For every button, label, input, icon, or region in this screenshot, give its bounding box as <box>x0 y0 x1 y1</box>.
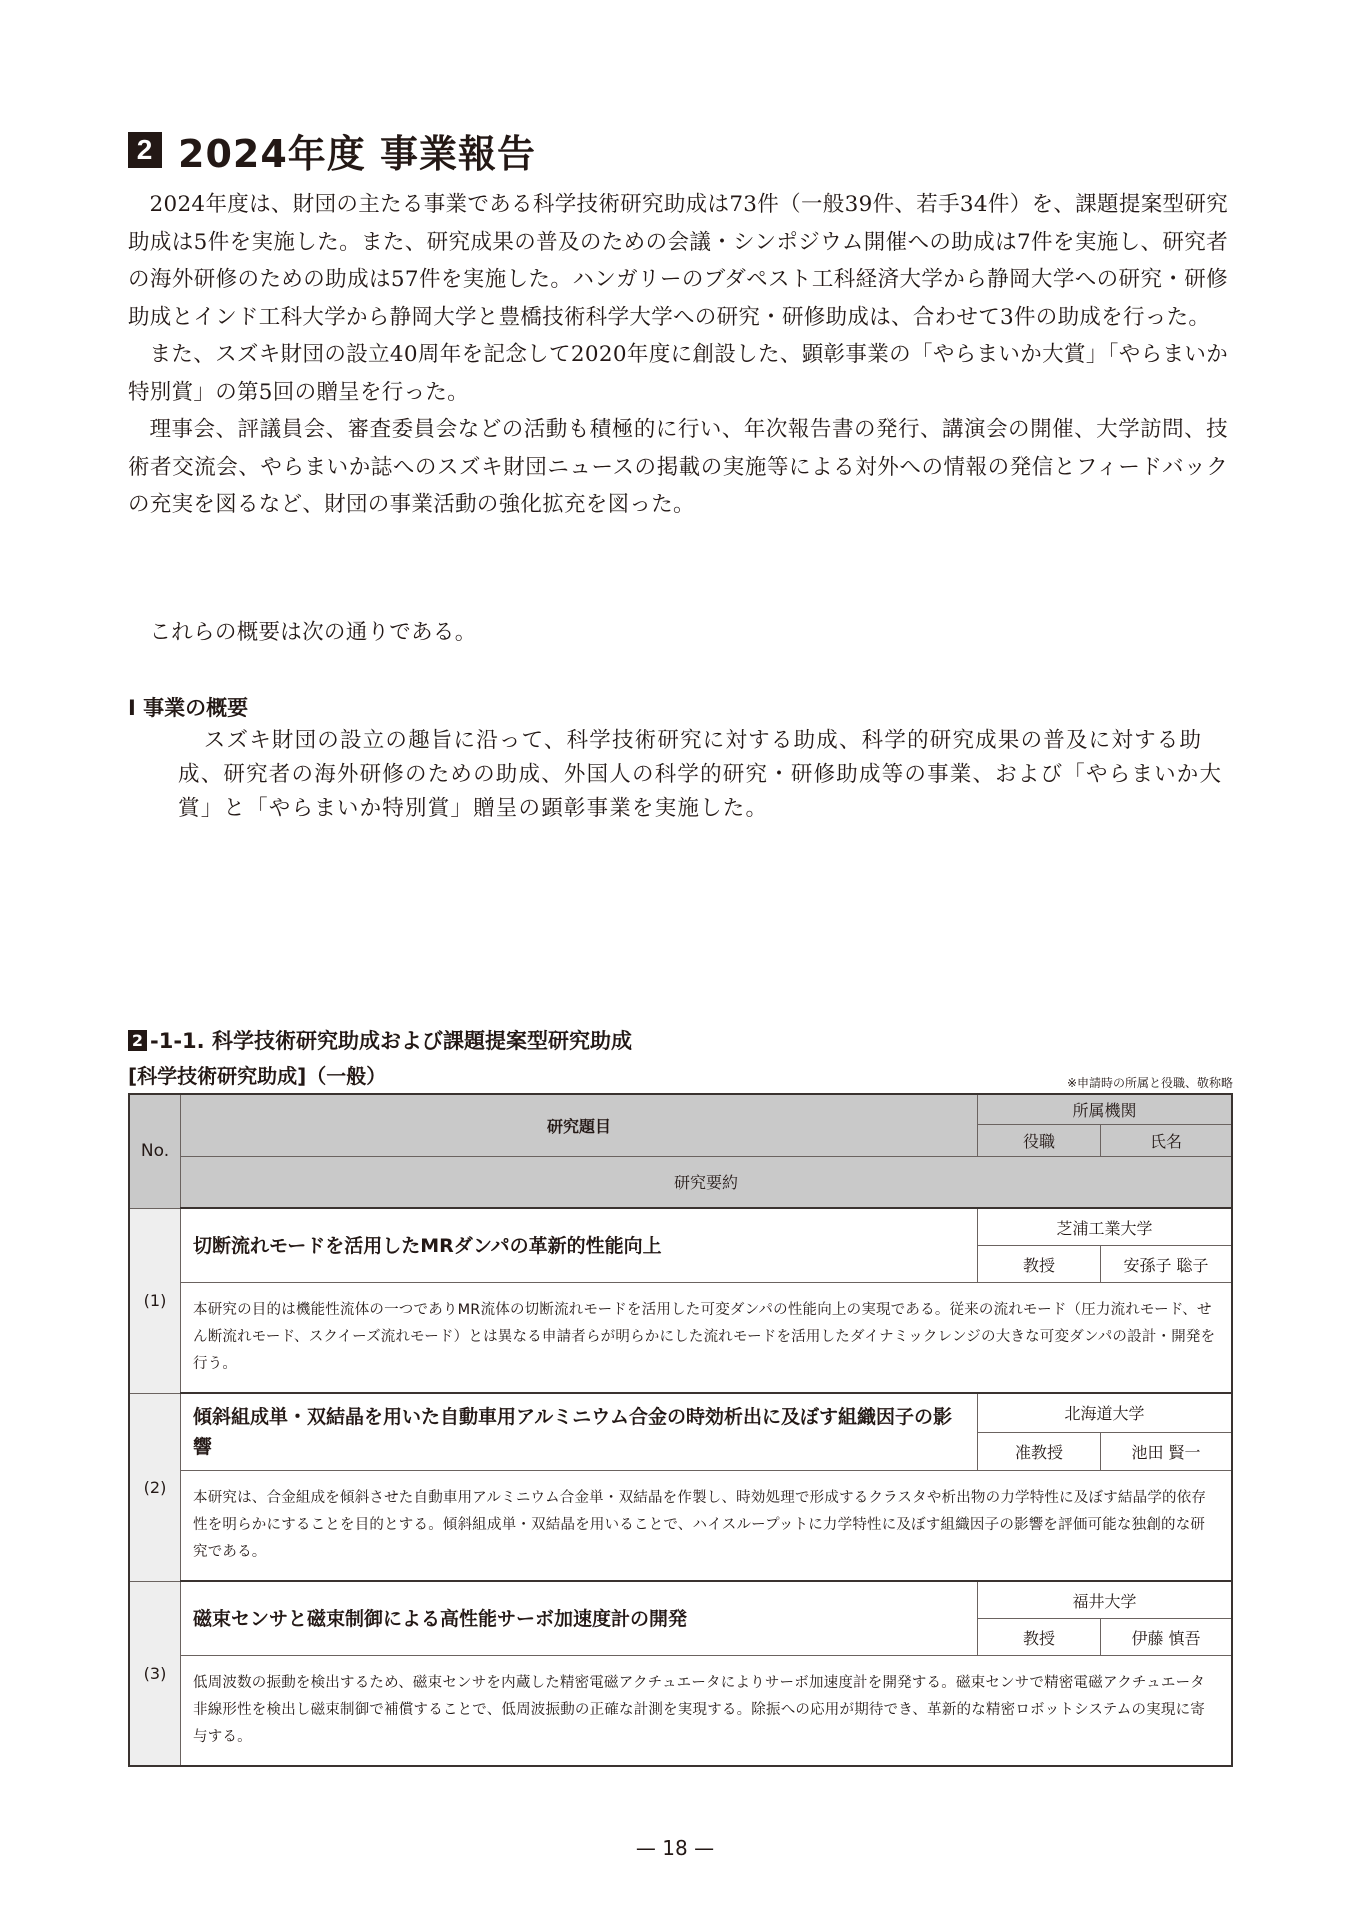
researcher-name: 伊藤 慎吾 <box>1101 1619 1233 1656</box>
table-note: ※申請時の所属と役職、敬称略 <box>1066 1076 1233 1090</box>
summary-line-block <box>128 614 1228 652</box>
intro-paragraph: 理事会、評議員会、審査委員会などの活動も積極的に行い、年次報告書の発行、講演会の開催、大学訪問、技術者交流会、やらまいか誌へのスズキ財団ニュースの掲載の実施等による対外への情報の発信とフィードバックの充実を図るなど、財団の事業活動の強化拡充を図った。 <box>128 417 1228 517</box>
table-header-row <box>129 1156 1232 1208</box>
table-row <box>129 1471 1232 1582</box>
table-row <box>129 1283 1232 1394</box>
header-position: 役職 <box>978 1124 1101 1156</box>
institution: 芝浦工業大学 <box>978 1208 1233 1246</box>
research-title: 傾斜組成単・双結晶を用いた自動車用アルミニウム合金の時効析出に及ぼす組織因子の影響 <box>181 1393 978 1471</box>
page-title: 2024年度 事業報告 <box>178 131 536 176</box>
researcher-name: 安孫子 聡子 <box>1101 1246 1233 1283</box>
table-row <box>129 1208 1232 1246</box>
position: 准教授 <box>978 1432 1101 1471</box>
position: 教授 <box>978 1619 1101 1656</box>
table-row <box>129 1656 1232 1767</box>
header-name: 氏名 <box>1101 1124 1233 1156</box>
institution: 福井大学 <box>978 1581 1233 1619</box>
researcher-name: 池田 賢一 <box>1101 1432 1233 1471</box>
row-number: (2) <box>129 1393 181 1581</box>
row-number: (1) <box>129 1208 181 1393</box>
intro-paragraph: 2024年度は、財団の主たる事業である科学技術研究助成は73件（一般39件、若手34件）を、課題提案型研究助成は5件を実施した。また、研究成果の普及のための会議・シンポジウム開催への助成は7件を実施し、研究者の海外研修のための助成は57件を実施した。ハンガリーのブダペスト工科経済大学から静岡大学への研究・研修助成とインド工科大学から静岡大学と豊橋技術科学大学への研究・研修助成は、合わせて3件の助成を行った。 <box>128 192 1228 330</box>
institution: 北海道大学 <box>978 1393 1233 1432</box>
research-summary: 本研究の目的は機能性流体の一つでありMR流体の切断流れモードを活用した可変ダンパの性能向上の実現である。従来の流れモード（圧力流れモード、せん断流れモード、スクイーズ流れモード）とは異なる申請者らが明らかにした流れモードを活用したダイナミックレンジの大きな可変ダンパの設計・開発を行う。 <box>181 1283 1233 1394</box>
summary-line: これらの概要は次の通りである。 <box>149 620 477 645</box>
row-number: (3) <box>129 1581 181 1766</box>
position: 教授 <box>978 1246 1101 1283</box>
section-heading <box>128 1025 632 1055</box>
research-title: 切断流れモードを活用したMRダンパの革新的性能向上 <box>181 1208 978 1283</box>
page-heading <box>128 126 536 174</box>
table-header-row <box>129 1094 1232 1124</box>
intro-paragraph: また、スズキ財団の設立40周年を記念して2020年度に創設した、顕彰事業の「やらまいか大賞」「やらまいか特別賞」の第5回の贈呈を行った。 <box>128 342 1228 405</box>
table-row <box>129 1393 1232 1432</box>
section-number-badge: 2 <box>128 132 162 168</box>
research-title: 磁束センサと磁束制御による高性能サーボ加速度計の開発 <box>181 1581 978 1656</box>
research-summary: 低周波数の振動を検出するため、磁束センサを内蔵した精密電磁アクチュエータによりサーボ加速度計を開発する。磁束センサで精密電磁アクチュエータ非線形性を検出し磁束制御で補償することで、低周波振動の正確な計測を実現する。除振への応用が期待でき、革新的な精密ロボットシステムの実現に寄与する。 <box>181 1656 1233 1767</box>
grants-table <box>128 1093 1233 1767</box>
table-row <box>129 1581 1232 1619</box>
research-summary: 本研究は、合金組成を傾斜させた自動車用アルミニウム合金単・双結晶を作製し、時効処理で形成するクラスタや析出物の力学特性に及ぼす結晶学的依存性を明らかにすることを目的とする。傾斜組成単・双結晶を用いることで、ハイスループットに力学特性に及ぼす組織因子の影響を評価可能な独創的な研究である。 <box>181 1471 1233 1582</box>
header-no: No. <box>129 1094 181 1208</box>
section-number-badge: 2 <box>128 1030 147 1051</box>
overview-text: スズキ財団の設立の趣旨に沿って、科学技術研究に対する助成、科学的研究成果の普及に対する助成、研究者の海外研修のための助成、外国人の科学的研究・研修助成等の事業、および「やらまいか大賞」と「やらまいか特別賞」贈呈の顕彰事業を実施した。 <box>178 728 1223 821</box>
header-title: 研究題目 <box>181 1094 978 1156</box>
header-summary: 研究要約 <box>181 1156 1233 1208</box>
intro-text <box>128 186 1228 524</box>
section-title: -1-1. 科学技術研究助成および課題提案型研究助成 <box>150 1029 632 1053</box>
page-number: — 18 — <box>635 1836 715 1860</box>
category-heading: [科学技術研究助成]（一般） <box>128 1064 387 1088</box>
overview-heading: Ⅰ 事業の概要 <box>128 696 249 720</box>
header-org: 所属機関 <box>978 1094 1233 1124</box>
